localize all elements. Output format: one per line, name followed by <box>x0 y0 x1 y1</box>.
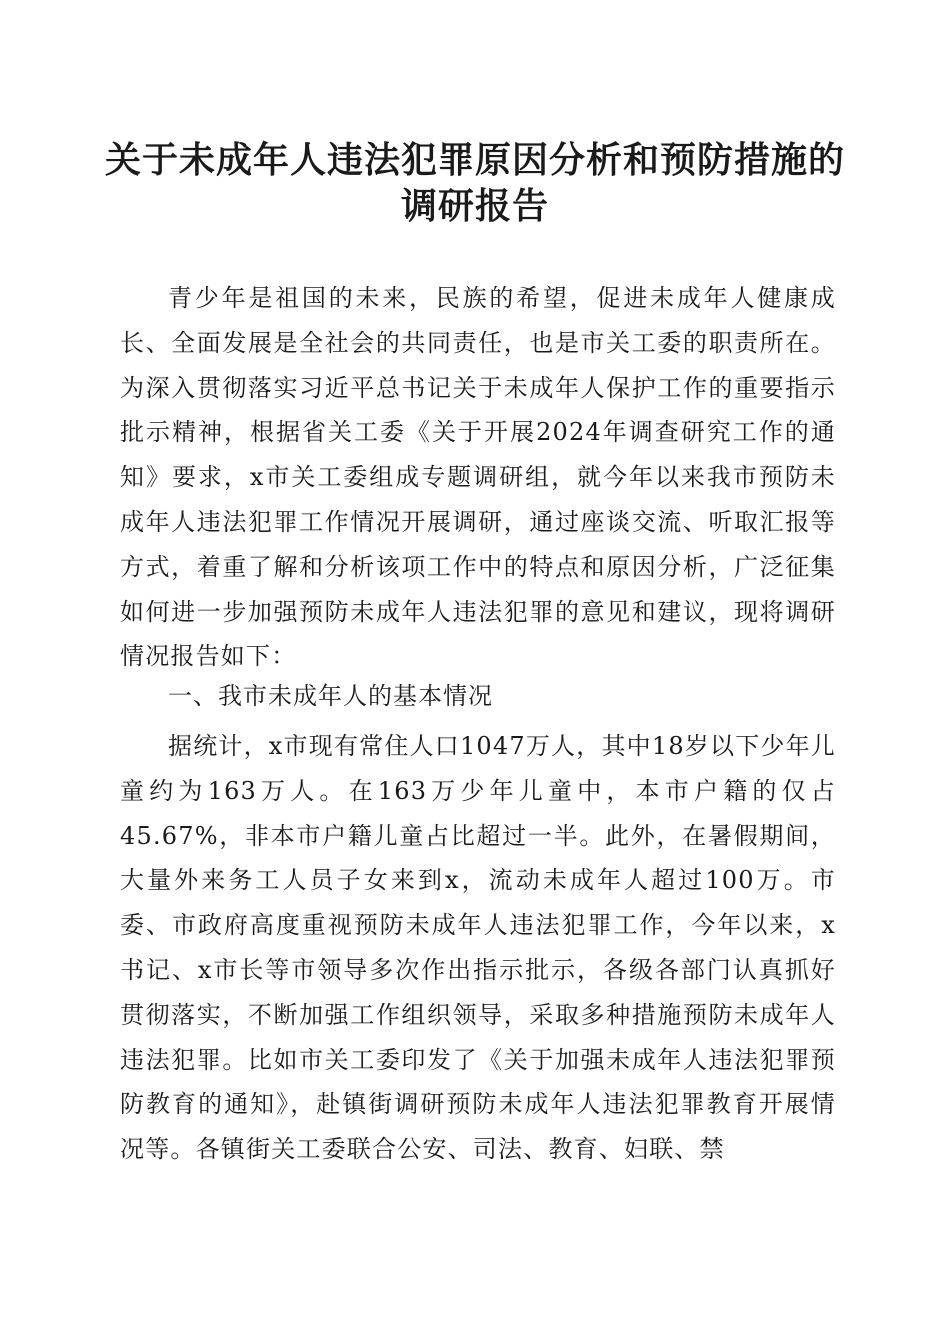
section-heading-1: 一、我市未成年人的基本情况 <box>168 682 493 710</box>
document-title-line-2: 调研报告 <box>400 186 549 227</box>
section-1-paragraph: 据统计，x市现有常住人口1047万人，其中18岁以下少年儿童约为163万人。在163万少年儿童中，本市户籍的仅占45.67%，非本市户籍儿童占比超过一半。此外，在暑假期间，大量外来务工人员子女来到x，流动未成年人超过100万。市委、市政府高度重视预防未成年人违法犯罪工作，今年以来，x书记、x市长等市领导多次作出指示批示，各级各部门认真抓好贯彻落实，不断加强工作组织领导，采取多种措施预防未成年人违法犯罪。比如市关工委印发了《关于加强未成年人违法犯罪预防教育的通知》，赴镇街调研预防未成年人违法犯罪教育开展情况等。各镇街关工委联合公安、司法、教育、妇联、禁 <box>120 732 836 1164</box>
intro-paragraph: 青少年是祖国的未来，民族的希望，促进未成年人健康成长、全面发展是全社会的共同责任，也是市关工委的职责所在。为深入贯彻落实习近平总书记关于未成年人保护工作的重要指示批示精神，根据省关工委《关于开展2024年调查研究工作的通知》要求，x市关工委组成专题调研组，就今年以来我市预防未成年人违法犯罪工作情况开展调研，通过座谈交流、听取汇报等方式，着重了解和分析该项工作中的特点和原因分析，广泛征集如何进一步加强预防未成年人违法犯罪的意见和建议，现将调研情况报告如下： <box>120 284 836 671</box>
document-title-line-1: 关于未成年人违法犯罪原因分析和预防措施的 <box>104 140 845 181</box>
